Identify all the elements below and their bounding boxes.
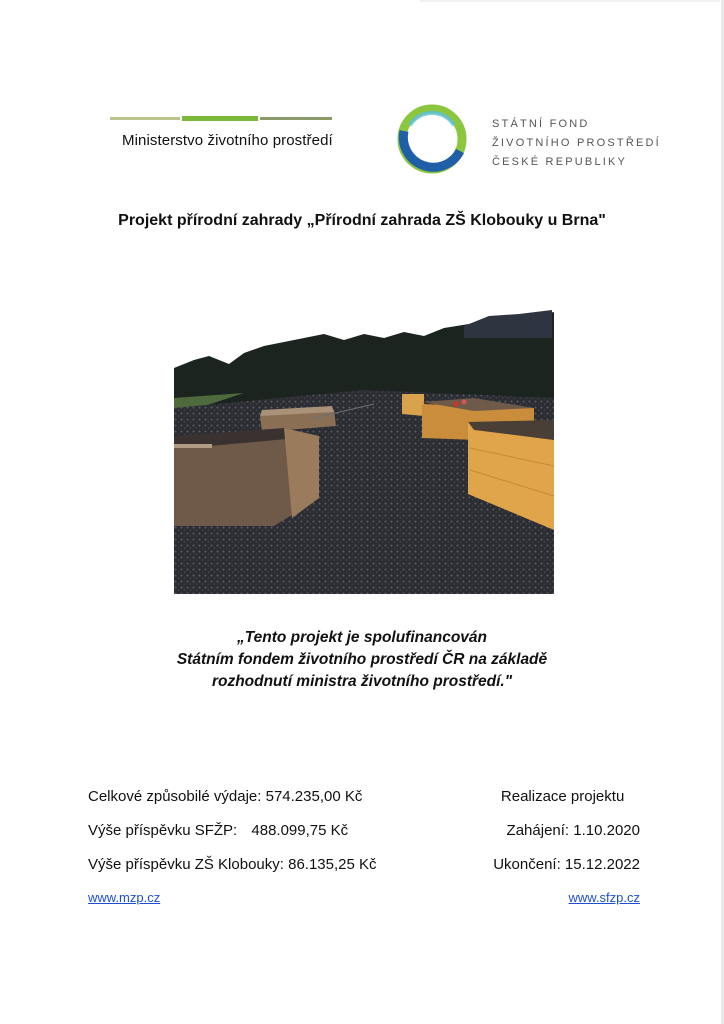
start-date-value: 1.10.2020 <box>573 822 640 839</box>
sfzp-name-line-2: ŽIVOTNÍHO PROSTŘEDÍ <box>492 137 661 149</box>
sfzp-contribution-row <box>88 822 377 856</box>
sfzp-logo-icon <box>396 103 468 175</box>
sfzp-name-line-1: STÁTNÍ FOND <box>492 118 590 130</box>
mzp-website-link[interactable]: www.mzp.cz <box>88 890 161 905</box>
start-date-row <box>493 822 640 856</box>
start-date-label: Zahájení: <box>506 822 570 839</box>
project-title: Projekt přírodní zahrady „Přírodní zahrada ZŠ Klobouky u Brna" <box>118 212 606 229</box>
school-contribution-row <box>88 856 377 890</box>
sfzp-name <box>492 115 661 172</box>
garden-photo <box>174 298 554 594</box>
realization-heading: Realizace projektu <box>500 788 625 805</box>
mzp-bar-left <box>110 117 180 120</box>
financial-summary <box>88 788 377 890</box>
school-contribution-value: 86.135,25 Kč <box>288 856 377 873</box>
ministry-name: Ministerstvo životního prostředí <box>122 132 333 149</box>
quote-line-3: rozhodnutí ministra životního prostředí." <box>211 673 513 690</box>
mzp-bar-right <box>260 117 332 120</box>
sfzp-contribution-label: Výše příspěvku SFŽP: <box>88 822 238 839</box>
eligible-expenses-row <box>88 788 377 822</box>
end-date-value: 15.12.2022 <box>564 856 640 873</box>
end-date-label: Ukončení: <box>493 856 561 873</box>
eligible-expenses-label: Celkové způsobilé výdaje: <box>88 788 262 805</box>
scan-edge <box>420 0 720 2</box>
eligible-expenses-value: 574.235,00 Kč <box>265 788 363 805</box>
mzp-bar-green <box>182 116 258 121</box>
end-date-row <box>493 856 640 890</box>
quote-line-2: Státním fondem životního prostředí ČR na základě <box>176 651 548 668</box>
project-realization <box>493 788 640 890</box>
cofinancing-statement <box>0 627 724 693</box>
sfzp-website-link[interactable]: www.sfzp.cz <box>568 890 640 905</box>
school-contribution-label: Výše příspěvku ZŠ Klobouky: <box>88 856 284 873</box>
mzp-logo <box>110 116 336 149</box>
quote-line-1: „Tento projekt je spolufinancován <box>236 629 488 646</box>
sfzp-name-line-3: ČESKÉ REPUBLIKY <box>492 156 628 168</box>
sfzp-contribution-value: 488.099,75 Kč <box>251 822 349 839</box>
mzp-logo-bars <box>110 116 336 122</box>
